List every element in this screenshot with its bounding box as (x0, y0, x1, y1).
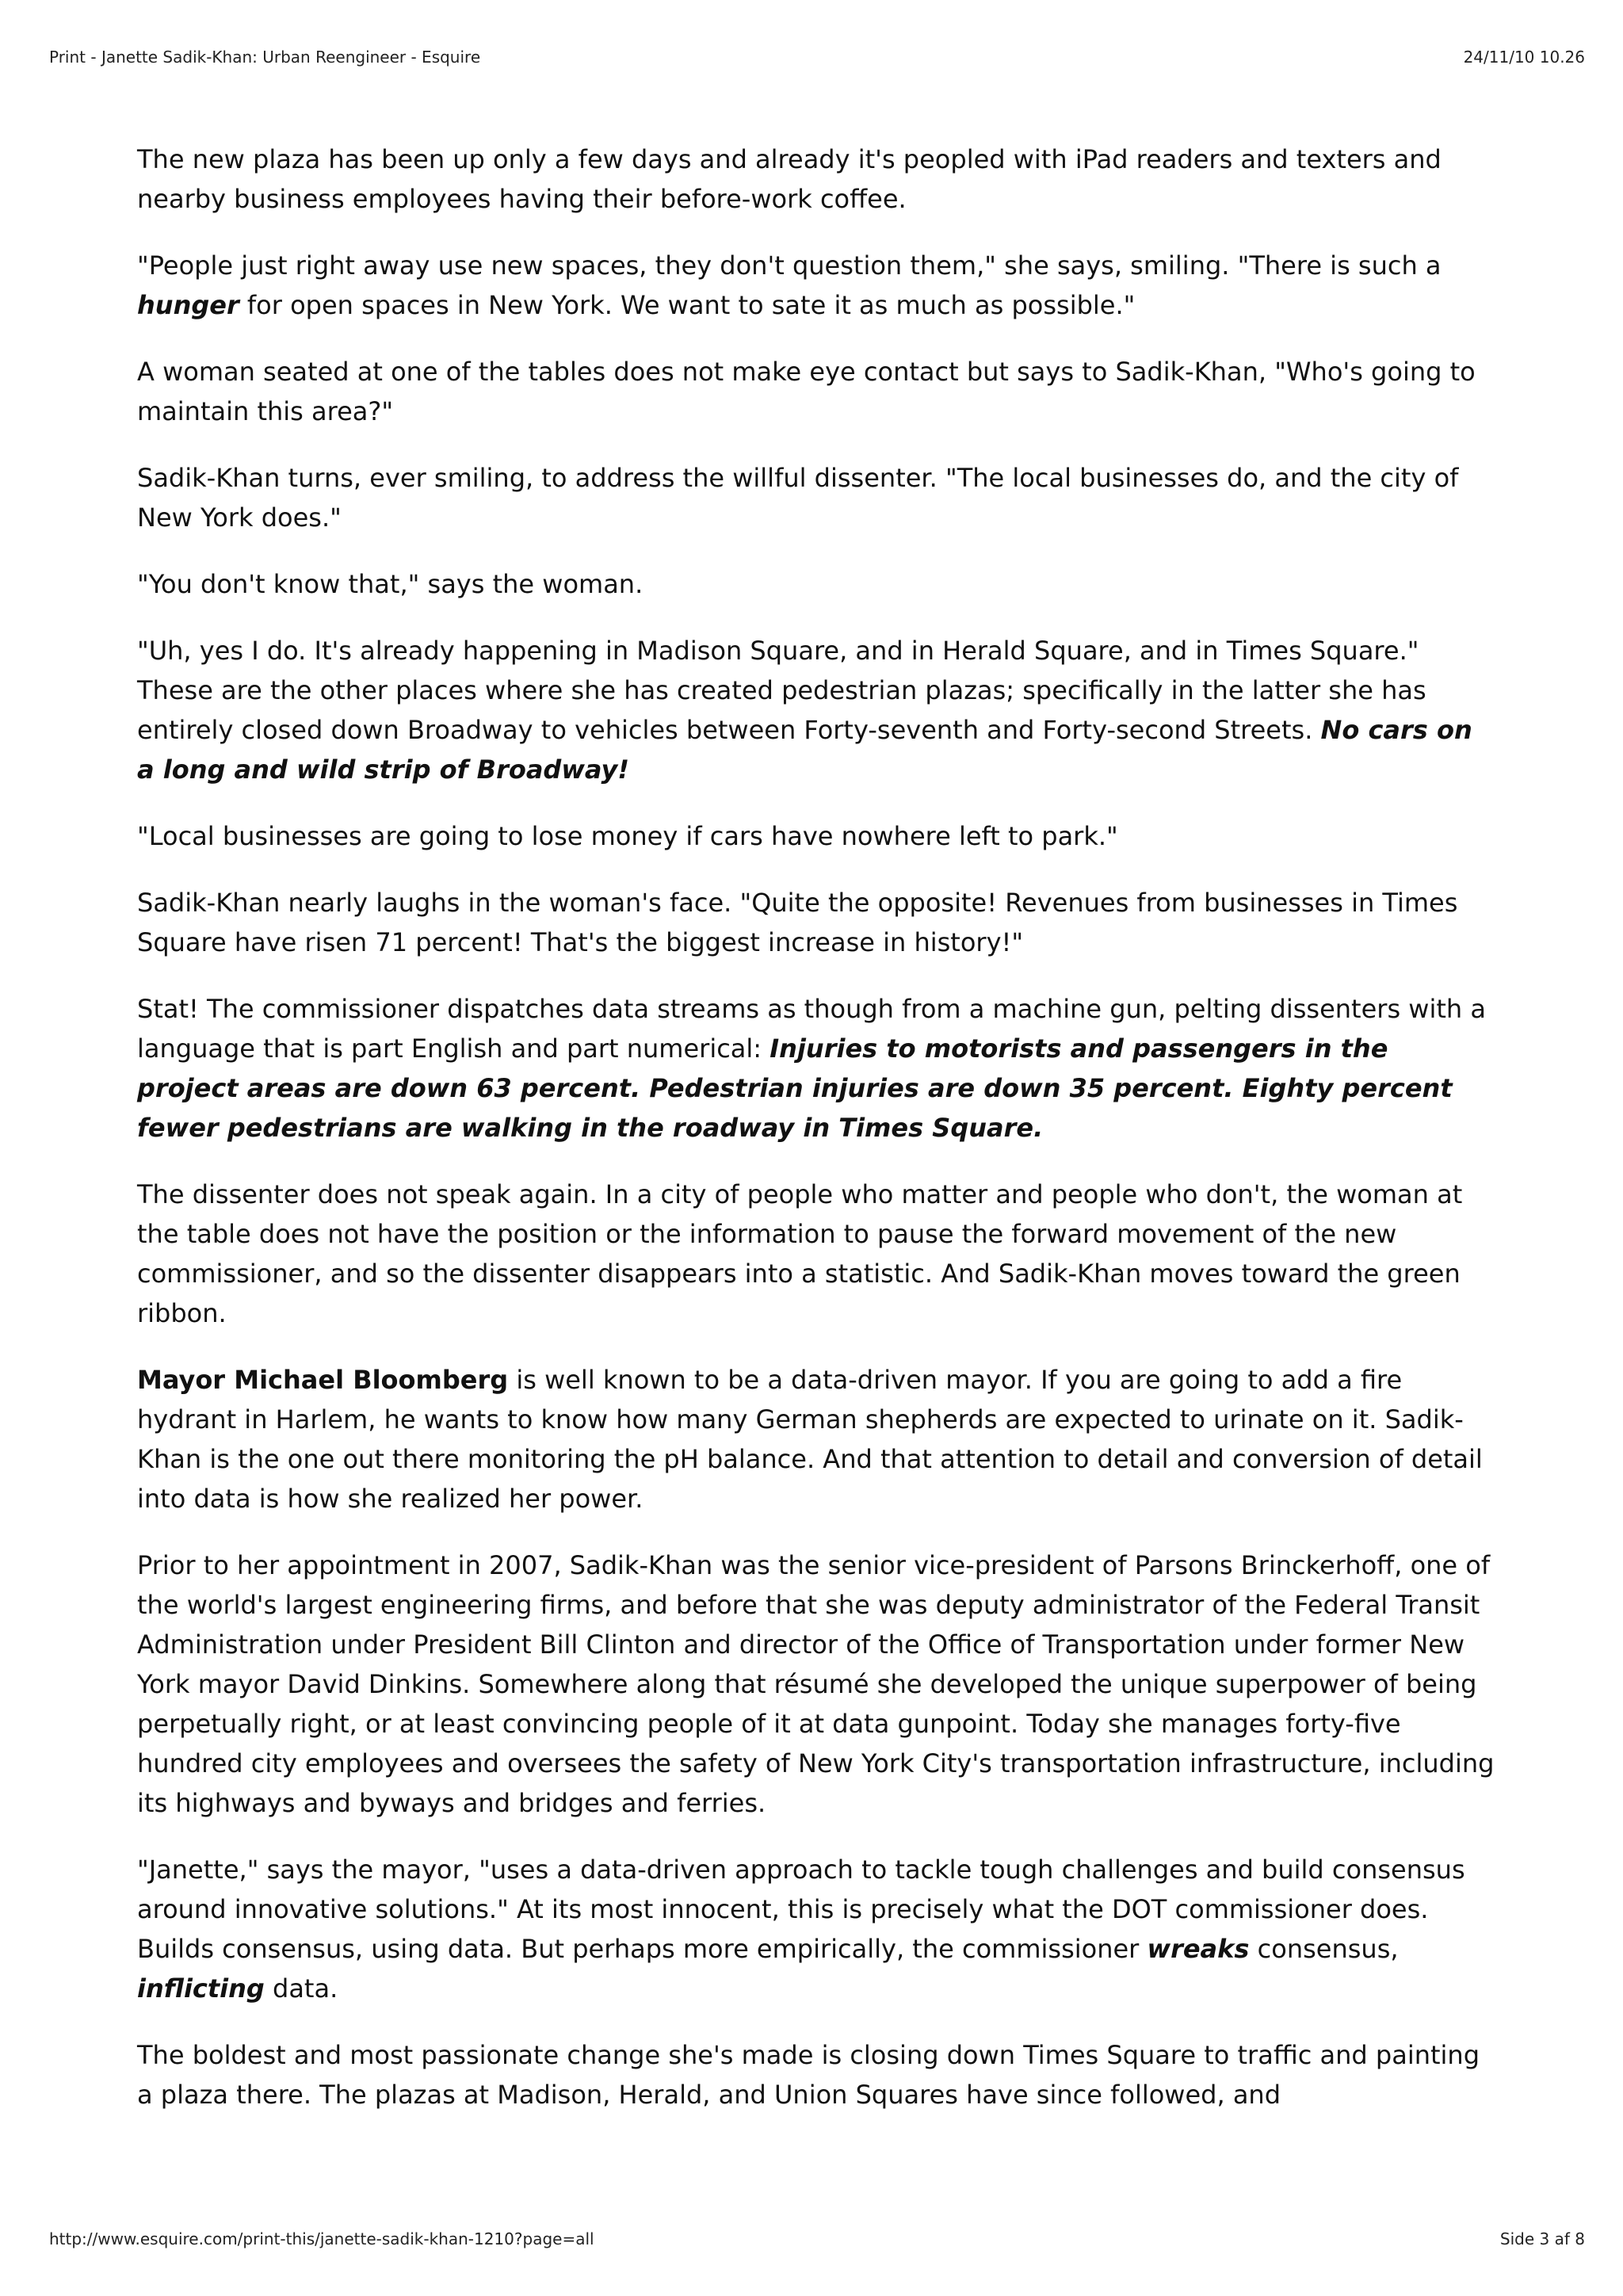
paragraph (137, 1545, 1496, 1823)
paragraph (137, 352, 1496, 431)
print-footer-page-indicator: Side 3 af 8 (1499, 2229, 1585, 2248)
paragraph (137, 1175, 1496, 1333)
paragraph (137, 458, 1496, 537)
paragraph-text: for open spaces in New York. We want to sate it as much as possible." (239, 290, 1136, 320)
paragraph-text: "Local businesses are going to lose money if cars have nowhere left to park." (137, 821, 1118, 851)
paragraph-text: "Uh, yes I do. It's already happening in Madison Square, and in Herald Square, and in Times Square." These are the other places where she has created pedestrian plazas; specifically in the latter she has entirely closed down Broadway to vehicles between Forty-seventh and Forty-second Streets. (137, 636, 1426, 745)
paragraph (137, 139, 1496, 219)
paragraph-text: A woman seated at one of the tables does not make eye contact but says to Sadik-Khan, "Who's going to maintain this area?" (137, 357, 1476, 426)
paragraph (137, 564, 1496, 604)
paragraph-text: "People just right away use new spaces, they don't question them," she says, smiling. "There is such a (137, 250, 1442, 281)
paragraph-text: The new plaza has been up only a few days and already it's peopled with iPad readers and texters and nearby business employees having their before-work coffee. (137, 144, 1442, 214)
emphasis-text: wreaks (1147, 1934, 1250, 1964)
emphasis-text: inflicting (137, 1973, 265, 2004)
paragraph (137, 1850, 1496, 2008)
paragraph-text: "You don't know that," says the woman. (137, 569, 643, 599)
paragraph-text: "Janette," says the mayor, "uses a data-driven approach to tackle tough challenges and build consensus around innovative solutions." At its most innocent, this is precisely what the DOT commissioner does. Builds consensus, using data. But perhaps more empirically, the commissioner (137, 1855, 1465, 1964)
paragraph (137, 1360, 1496, 1519)
paragraph (137, 989, 1496, 1148)
paragraph (137, 631, 1496, 789)
paragraph-text: The boldest and most passionate change she's made is closing down Times Square to traffic and painting a plaza there. The plazas at Madison, Herald, and Union Squares have since followed, and (137, 2040, 1480, 2110)
paragraph (137, 816, 1496, 856)
paragraph (137, 2035, 1496, 2115)
paragraph (137, 246, 1496, 325)
article-body (137, 139, 1496, 2141)
bold-lead-text: Mayor Michael Bloomberg (137, 1365, 509, 1395)
paragraph-text: consensus, (1249, 1934, 1399, 1964)
paragraph-text: The dissenter does not speak again. In a city of people who matter and people who don't, the woman at the table does not have the position or the information to pause the forward movement of the new commissioner, and so the dissenter disappears into a statistic. And Sadik-Khan moves toward the green ribbon. (137, 1179, 1463, 1328)
paragraph-text: Sadik-Khan nearly laughs in the woman's face. "Quite the opposite! Revenues from businesses in Times Square have risen 71 percent! That's the biggest increase in history!" (137, 888, 1458, 957)
paragraph-text: Stat! The commissioner dispatches data streams as though from a machine gun, pelting dissenters with a language that is part English and part numerical: (137, 994, 1486, 1064)
paragraph-text: data. (264, 1973, 338, 2004)
paragraph (137, 883, 1496, 962)
paragraph-text: Sadik-Khan turns, ever smiling, to address the willful dissenter. "The local businesses do, and the city of New York does." (137, 463, 1459, 533)
emphasis-text: No cars on a long and wild strip of Broadway! (137, 715, 1472, 785)
print-footer-url: http://www.esquire.com/print-this/janette-sadik-khan-1210?page=all (49, 2229, 594, 2248)
emphasis-text: hunger (137, 290, 239, 320)
print-header-datetime: 24/11/10 10.26 (1463, 48, 1585, 67)
emphasis-text: Injuries to motorists and passengers in the project areas are down 63 percent. Pedestrian injuries are down 35 percent. Eighty percent fewer pedestrians are walking in the roadway in Times Square. (137, 1033, 1453, 1143)
print-header-title: Print - Janette Sadik-Khan: Urban Reengineer - Esquire (49, 48, 481, 67)
paragraph-text: Prior to her appointment in 2007, Sadik-Khan was the senior vice-president of Parsons Brinckerhoff, one of the world's largest engineering firms, and before that she was deputy administrator of the Federal Transit Administration under President Bill Clinton and director of the Office of Transportation under former New York mayor David Dinkins. Somewhere along that résumé she developed the unique superpower of being perpetually right, or at least convincing people of it at data gunpoint. Today she manages forty-five hundred city employees and oversees the safety of New York City's transportation infrastructure, including its highways and byways and bridges and ferries. (137, 1550, 1495, 1818)
paragraph-text: is well known to be a data-driven mayor. If you are going to add a fire hydrant in Harlem, he wants to know how many German shepherds are expected to urinate on it. Sadik-Khan is the one out there monitoring the pH balance. And that attention to detail and conversion of detail into data is how she realized her power. (137, 1365, 1483, 1514)
